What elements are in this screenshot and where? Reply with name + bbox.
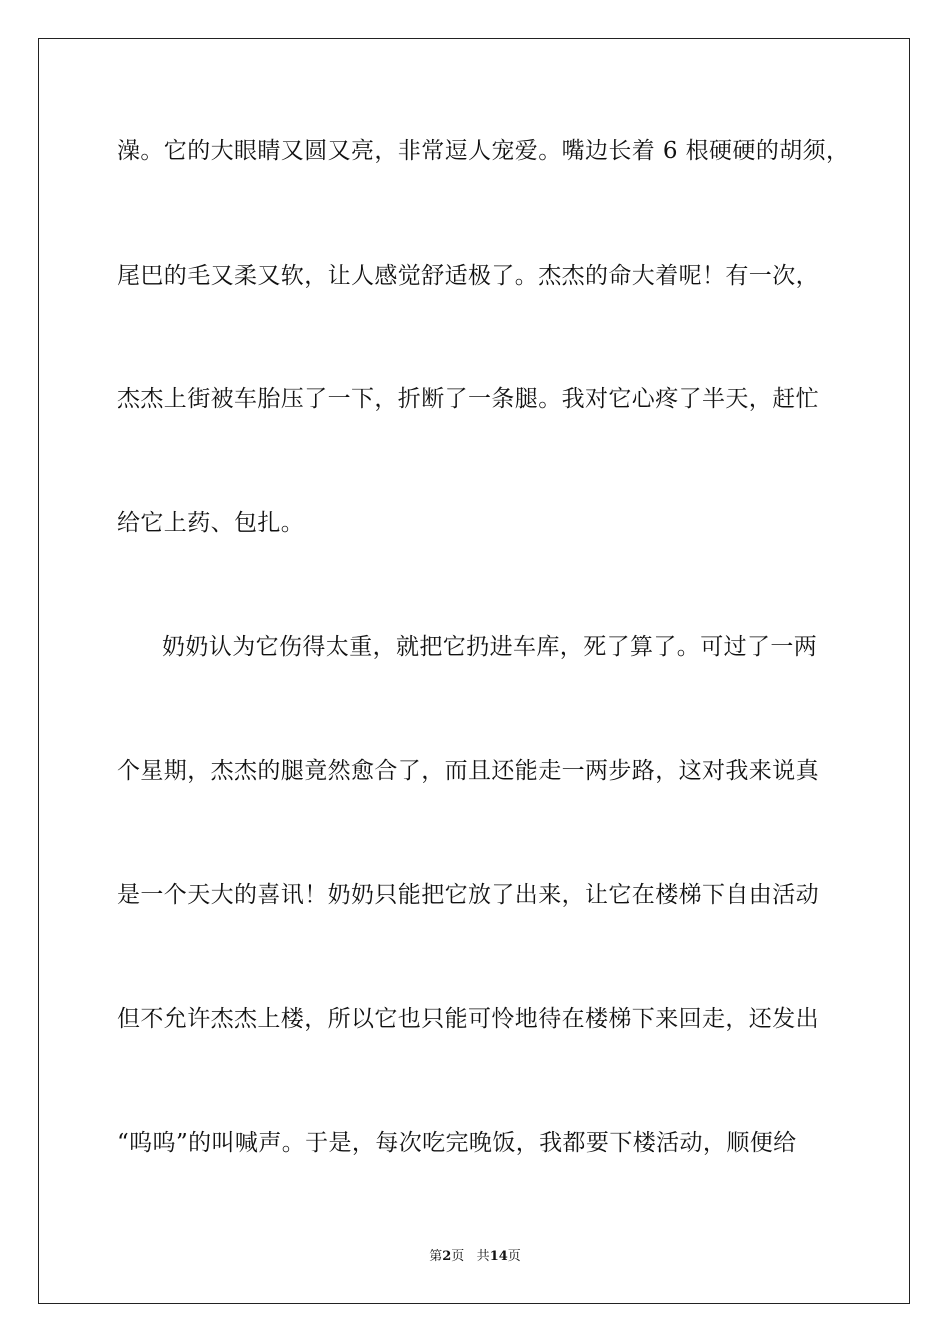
text-line: 但不允许杰杰上楼，所以它也只能可怜地待在楼梯下来回走，还发出 — [117, 1006, 819, 1032]
text-line: 是一个天大的喜讯！奶奶只能把它放了出来，让它在楼梯下自由活动 — [117, 882, 819, 908]
total-prefix: 共 — [476, 1249, 490, 1264]
page-number: 2 — [442, 1249, 452, 1264]
text-line: “呜呜”的叫喊声。于是，每次吃完晚饭，我都要下楼活动，顺便给 — [117, 1130, 797, 1156]
text-line: 澡。它的大眼睛又圆又亮，非常逗人宠爱。嘴边长着 6 根硬硬的胡须， — [117, 138, 850, 164]
total-pages: 14 — [489, 1249, 508, 1264]
page-suffix: 页 — [451, 1249, 465, 1264]
page-footer — [0, 1248, 950, 1266]
text-line: 个星期，杰杰的腿竟然愈合了，而且还能走一两步路，这对我来说真 — [117, 758, 819, 784]
page-border — [38, 38, 910, 1304]
text-line: 尾巴的毛又柔又软，让人感觉舒适极了。杰杰的命大着呢！有一次， — [117, 263, 819, 289]
page-prefix: 第 — [429, 1249, 443, 1264]
text-line: 杰杰上街被车胎压了一下，折断了一条腿。我对它心疼了半天，赶忙 — [117, 386, 819, 412]
paragraph-first-line: 奶奶认为它伤得太重，就把它扔进车库，死了算了。可过了一两 — [162, 634, 818, 660]
text-line: 给它上药、包扎。 — [117, 510, 305, 536]
total-suffix: 页 — [507, 1249, 521, 1264]
